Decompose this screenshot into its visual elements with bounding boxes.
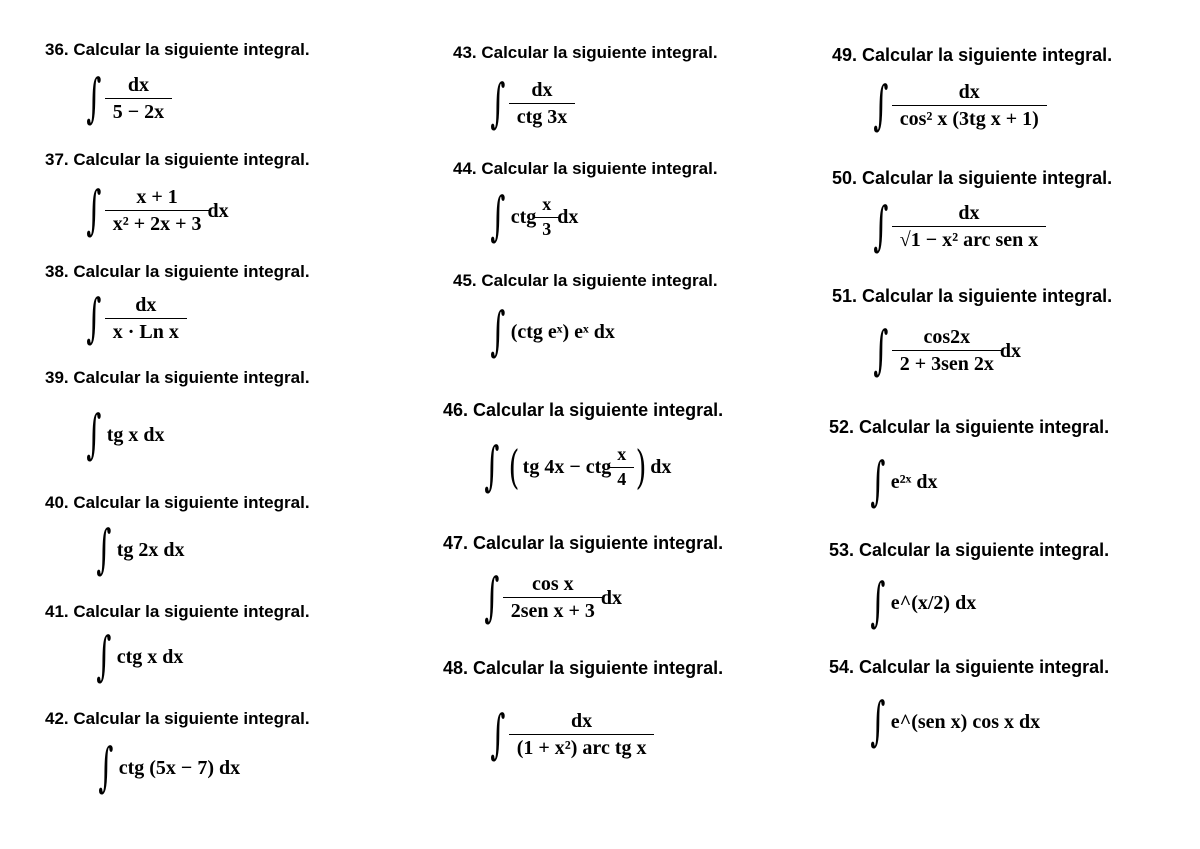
fraction-denominator: 3 [534,217,559,240]
fraction-denominator: 2sen x + 3 [503,597,603,622]
integral-sign: ∫ [484,436,500,498]
fraction-numerator: x + 1 [136,186,178,208]
fraction-numerator: cos x [531,573,574,595]
problem-integral [872,319,1022,382]
fraction [513,710,651,759]
fraction-denominator: ctg 3x [509,103,576,128]
problem-heading: 39. Calcular la siguiente integral. [45,368,310,387]
integral-sign: ∫ [86,67,102,130]
integral-sign: ∫ [870,451,886,513]
problem-heading: 43. Calcular la siguiente integral. [453,43,718,62]
problem-integral [489,301,615,363]
differential: dx [650,456,672,478]
fraction [507,573,599,622]
integrand: ctg x dx [116,646,184,668]
integrand: e²ˣ dx [890,471,938,493]
problem-integral [869,451,938,513]
right-paren: ) [635,440,647,494]
problem-integral [489,703,652,766]
integrand-prefix: ctg [510,206,537,229]
problem-integral [97,737,241,799]
integrand: (ctg eˣ) eˣ dx [510,321,615,343]
fraction-denominator: 2 + 3sen 2x [892,350,1002,375]
problem-integral [85,287,185,350]
problem-integral [489,72,573,135]
integral-sign: ∫ [490,703,506,766]
fraction-denominator: (1 + x²) arc tg x [509,734,655,759]
fraction [109,74,168,123]
fraction-denominator: cos² x (3tg x + 1) [892,105,1047,130]
problem-heading: 41. Calcular la siguiente integral. [45,602,310,621]
fraction-denominator: 5 − 2x [105,98,172,123]
fraction [538,195,555,240]
fraction-denominator: x · Ln x [105,318,187,343]
fraction [109,186,206,235]
left-paren: ( [508,440,520,494]
integrand: tg x dx [106,424,165,446]
differential: dx [999,339,1022,362]
fraction-denominator: 4 [609,467,634,490]
fraction-numerator: cos2x [923,326,971,348]
problem-heading: 40. Calcular la siguiente integral. [45,493,310,512]
fraction [896,81,1043,130]
differential: dx [207,199,229,222]
problem-integral [872,195,1044,258]
integral-sign: ∫ [86,287,102,350]
problem-integral [95,626,184,688]
integrand: tg 2x dx [116,539,185,561]
problem-heading: 45. Calcular la siguiente integral. [453,271,718,290]
fraction [613,445,630,490]
fraction-numerator: dx [135,294,157,316]
problem-heading: 46. Calcular la siguiente integral. [443,400,724,420]
problem-integral [85,404,165,466]
fraction-numerator: dx [531,79,553,101]
problem-heading: 48. Calcular la siguiente integral. [443,658,724,678]
integral-sign: ∫ [86,404,102,466]
integral-sign: ∫ [96,519,112,581]
problem-integral [869,691,1041,753]
fraction [513,79,572,128]
problem-integral [872,74,1045,137]
integral-sign: ∫ [98,737,114,799]
problem-heading: 49. Calcular la siguiente integral. [832,45,1113,65]
problem-integral [869,572,977,634]
problem-integral [85,179,229,242]
problem-heading: 37. Calcular la siguiente integral. [45,150,310,169]
problem-heading: 50. Calcular la siguiente integral. [832,168,1113,188]
problem-heading: 52. Calcular la siguiente integral. [829,417,1110,437]
problem-heading: 36. Calcular la siguiente integral. [45,40,310,59]
problem-heading: 44. Calcular la siguiente integral. [453,159,718,178]
differential: dx [557,206,579,229]
fraction-numerator: dx [958,81,980,103]
integrand-prefix: tg 4x − ctg [522,456,612,478]
integral-sign: ∫ [870,691,886,753]
differential: dx [600,586,623,609]
integral-sign: ∫ [873,319,889,382]
fraction-numerator: dx [571,710,593,732]
integral-sign: ∫ [873,74,889,137]
fraction-denominator: x² + 2x + 3 [105,210,210,235]
problem-heading: 53. Calcular la siguiente integral. [829,540,1110,560]
problem-heading: 42. Calcular la siguiente integral. [45,709,310,728]
integral-sign: ∫ [490,72,506,135]
fraction-numerator: dx [958,202,980,224]
integral-sign: ∫ [86,179,102,242]
fraction-numerator: dx [127,74,149,96]
integral-sign: ∫ [873,195,889,258]
problem-integral [85,67,170,130]
integrand: ctg (5x − 7) dx [118,757,241,779]
fraction-numerator: x [617,443,627,464]
problem-integral [95,519,185,581]
problem-heading: 38. Calcular la siguiente integral. [45,262,310,281]
problem-integral [483,566,623,629]
integral-sign: ∫ [490,301,506,363]
fraction-numerator: x [542,194,552,214]
fraction [896,202,1043,251]
integral-sign: ∫ [96,626,112,688]
fraction [896,326,998,375]
fraction-denominator: √1 − x² arc sen x [892,226,1047,251]
integral-sign: ∫ [484,566,500,629]
integral-sign: ∫ [490,186,506,249]
problem-heading: 51. Calcular la siguiente integral. [832,286,1113,306]
fraction [109,294,183,343]
integral-sign: ∫ [870,572,886,634]
problem-heading: 54. Calcular la siguiente integral. [829,657,1110,677]
integrand: e^(sen x) cos x dx [890,711,1041,733]
problem-heading: 47. Calcular la siguiente integral. [443,533,724,553]
integrand: e^(x/2) dx [890,592,977,614]
problem-integral [483,436,672,498]
problem-integral [489,186,579,249]
